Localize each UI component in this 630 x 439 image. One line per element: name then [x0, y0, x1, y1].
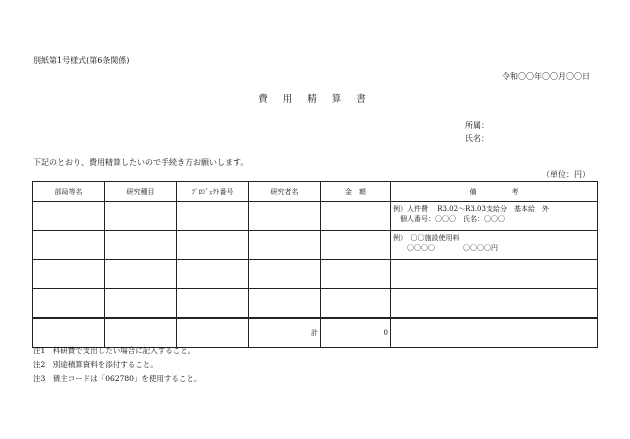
- amount-cell[interactable]: [321, 289, 391, 319]
- department-cell[interactable]: [33, 260, 105, 289]
- researcher-name-cell[interactable]: [249, 260, 321, 289]
- note-3: 注3 債主コードは「062780」を使用すること。: [33, 374, 202, 383]
- remarks-cell[interactable]: [391, 202, 598, 231]
- note-2: 注2 別途積算資料を添付すること。: [33, 360, 158, 369]
- total-row: [33, 318, 598, 348]
- form-number-label: 別紙第1号様式(第6条関係): [33, 56, 130, 65]
- research-type-cell[interactable]: [105, 231, 177, 260]
- column-header: 備 考: [391, 182, 598, 202]
- total-empty-cell: [33, 318, 105, 348]
- remarks-line: 〇〇〇〇 〇〇〇〇円: [393, 244, 498, 252]
- unit-label: （単位：円）: [542, 170, 590, 179]
- remarks-line: 個人番号：〇〇〇 氏名：〇〇〇: [393, 215, 505, 223]
- total-empty-cell: [177, 318, 249, 348]
- amount-cell[interactable]: [321, 202, 391, 231]
- table-header-row: [33, 182, 598, 202]
- research-type-cell[interactable]: [105, 289, 177, 319]
- remarks-cell[interactable]: [391, 260, 598, 289]
- column-header: 金 額: [321, 182, 391, 202]
- amount-cell[interactable]: [321, 260, 391, 289]
- department-cell[interactable]: [33, 202, 105, 231]
- table-row: [33, 231, 598, 260]
- remarks-line: 例） 〇〇施設使用料: [393, 234, 460, 242]
- total-amount: 0: [321, 318, 391, 348]
- project-number-cell[interactable]: [177, 260, 249, 289]
- remarks-cell[interactable]: [391, 231, 598, 260]
- total-empty-cell: [105, 318, 177, 348]
- project-number-cell[interactable]: [177, 231, 249, 260]
- note-1: 注1 科研費で支出したい場合に記入すること。: [33, 346, 196, 355]
- intro-text: 下記のとおり、費用精算したいので手続き方お願いします。: [33, 158, 249, 167]
- research-type-cell[interactable]: [105, 260, 177, 289]
- project-number-cell[interactable]: [177, 289, 249, 319]
- name-label: 氏名：: [465, 134, 489, 143]
- project-number-cell[interactable]: [177, 202, 249, 231]
- document-date: 令和〇〇年〇〇月〇〇日: [502, 72, 590, 81]
- researcher-name-cell[interactable]: [249, 202, 321, 231]
- researcher-name-cell[interactable]: [249, 231, 321, 260]
- column-header: 研究者名: [249, 182, 321, 202]
- expense-table: [32, 181, 598, 348]
- column-header: ﾌﾟﾛｼﾞｪｸﾄ番号: [177, 182, 249, 202]
- table-row: [33, 289, 598, 319]
- document-title: 費 用 精 算 書: [258, 94, 372, 105]
- remarks-cell[interactable]: [391, 289, 598, 319]
- department-cell[interactable]: [33, 289, 105, 319]
- researcher-name-cell[interactable]: [249, 289, 321, 319]
- research-type-cell[interactable]: [105, 202, 177, 231]
- total-remarks-cell: [391, 318, 598, 348]
- table-row: [33, 202, 598, 231]
- affiliation-label: 所属：: [465, 121, 489, 130]
- column-header: 研究種目: [105, 182, 177, 202]
- department-cell[interactable]: [33, 231, 105, 260]
- remarks-line: 例）人件費 R3.02～R3.03支給分 基本給 外: [393, 205, 549, 213]
- table-row: [33, 260, 598, 289]
- column-header: 部局等名: [33, 182, 105, 202]
- amount-cell[interactable]: [321, 231, 391, 260]
- total-label: 計: [249, 318, 321, 348]
